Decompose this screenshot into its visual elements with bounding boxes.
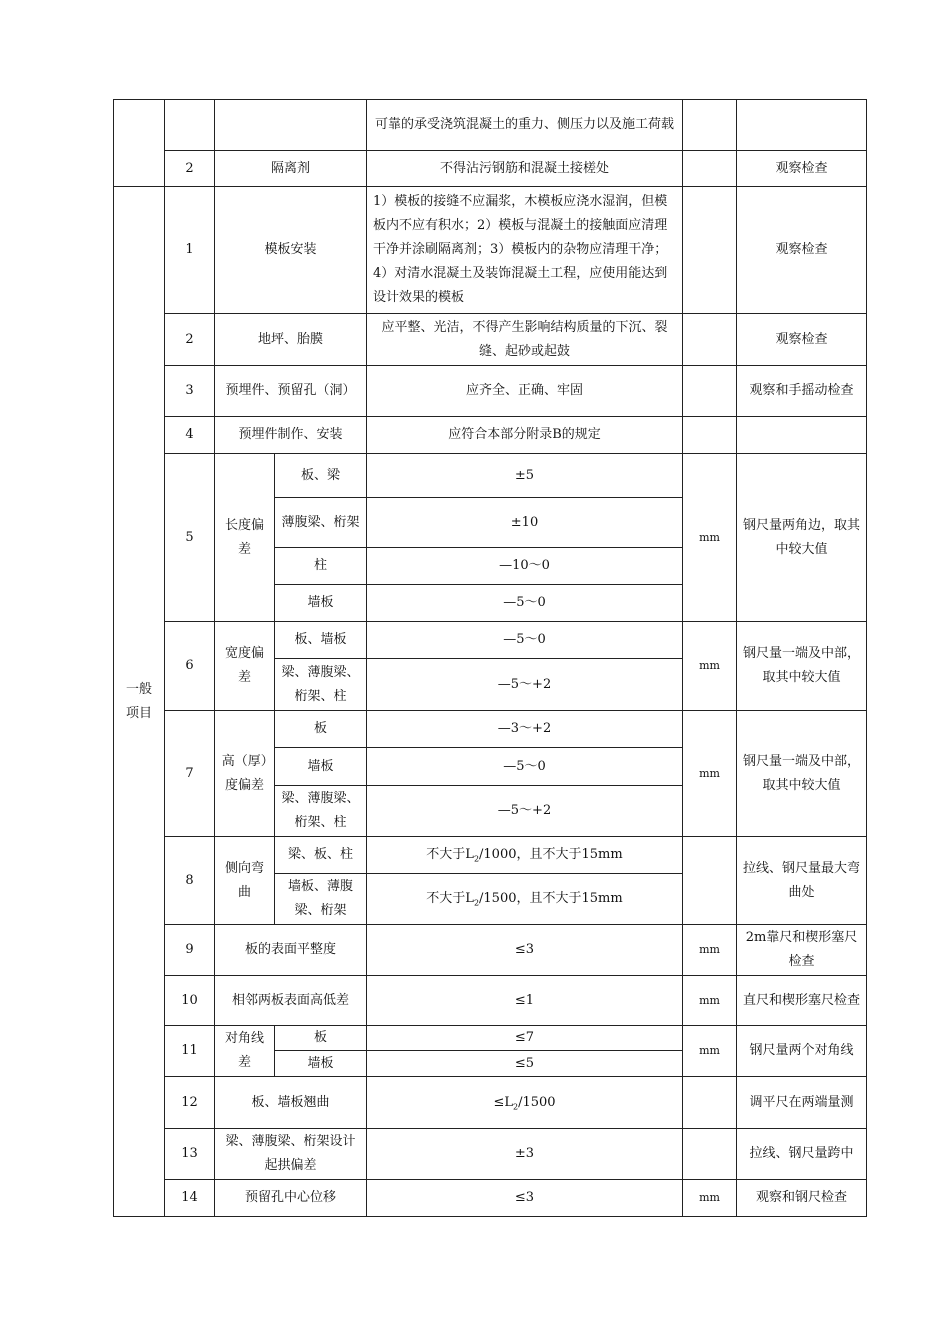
row-number: 13	[165, 1129, 215, 1180]
row-number: 8	[165, 837, 215, 925]
table-row	[114, 976, 867, 1026]
method-cell: 拉线、钢尺量跨中	[737, 1129, 867, 1180]
sub-item-cell: 薄腹梁、桁架	[275, 498, 367, 548]
item-cell: 宽度偏差	[215, 622, 275, 711]
table-row	[114, 1026, 867, 1051]
value-cell: ≤3	[367, 925, 683, 976]
row-number: 10	[165, 976, 215, 1026]
item-cell: 地坪、胎膜	[215, 314, 367, 366]
row-number: 2	[165, 151, 215, 187]
method-cell: 钢尺量两个对角线	[737, 1026, 867, 1077]
value-cell: ≤3	[367, 1180, 683, 1217]
row-number: 2	[165, 314, 215, 366]
value-cell: —5～0	[367, 585, 683, 622]
method-cell: 钢尺量一端及中部，取其中较大值	[737, 711, 867, 837]
method-cell: 观察检查	[737, 187, 867, 314]
table-row	[114, 1077, 867, 1129]
row-number: 12	[165, 1077, 215, 1129]
requirement-cell: 应符合本部分附录B的规定	[367, 417, 683, 454]
value-cell: —10～0	[367, 548, 683, 585]
item-cell: 对角线差	[215, 1026, 275, 1077]
unit-cell: mm	[683, 1180, 737, 1217]
table-row	[114, 100, 867, 151]
unit-cell: mm	[683, 1026, 737, 1077]
requirement-cell: 1）模板的接缝不应漏浆，木模板应浇水湿润，但模板内不应有积水；2）模板与混凝土的接触面应清理干净并涂刷隔离剂；3）模板内的杂物应清理干净；4）对清水混凝土及装饰混凝土工程，应使用能达到设计效果的模板	[367, 187, 683, 314]
sub-item-cell: 板	[275, 1026, 367, 1051]
value-cell: —5～0	[367, 622, 683, 659]
value-cell: ±10	[367, 498, 683, 548]
unit-cell	[683, 1129, 737, 1180]
value-cell: $\le L_2/1500$	[367, 1077, 683, 1129]
sub-item-cell: 梁、薄腹梁、桁架、柱	[275, 786, 367, 837]
method-cell: 观察和钢尺检查	[737, 1180, 867, 1217]
item-cell: 长度偏差	[215, 454, 275, 622]
value-cell: ±5	[367, 454, 683, 498]
item-cell: 模板安装	[215, 187, 367, 314]
method-cell: 直尺和楔形塞尺检查	[737, 976, 867, 1026]
table-row	[114, 454, 867, 498]
row-number: 5	[165, 454, 215, 622]
table-row	[114, 711, 867, 748]
item-cell: 板、墙板翘曲	[215, 1077, 367, 1129]
value-cell: —3～+2	[367, 711, 683, 748]
table-row	[114, 837, 867, 874]
row-number: 6	[165, 622, 215, 711]
row-number: 11	[165, 1026, 215, 1077]
table-row	[114, 622, 867, 659]
unit-cell: mm	[683, 622, 737, 711]
method-cell: 观察和手摇动检查	[737, 366, 867, 417]
sub-item-cell: 梁、薄腹梁、桁架、柱	[275, 659, 367, 711]
sub-item-cell: 墙板	[275, 585, 367, 622]
item-cell: 预留孔中心位移	[215, 1180, 367, 1217]
sub-item-cell: 梁、板、柱	[275, 837, 367, 874]
inspection-table	[113, 99, 867, 1217]
table-row	[114, 187, 867, 314]
item-cell: 隔离剂	[215, 151, 367, 187]
category-label: 一般项目	[114, 187, 165, 1217]
value-cell: —5～+2	[367, 659, 683, 711]
requirement-cell: 应平整、光洁，不得产生影响结构质量的下沉、裂缝、起砂或起鼓	[367, 314, 683, 366]
table-row	[114, 417, 867, 454]
value-cell: ≤5	[367, 1051, 683, 1077]
method-cell: 调平尺在两端量测	[737, 1077, 867, 1129]
method-cell: 钢尺量一端及中部，取其中较大值	[737, 622, 867, 711]
value-cell: 不大于$L_2/1000$，且不大于15mm	[367, 837, 683, 874]
requirement-cell: 应齐全、正确、牢固	[367, 366, 683, 417]
table-row	[114, 314, 867, 366]
unit-cell: mm	[683, 454, 737, 622]
item-cell: 梁、薄腹梁、桁架设计起拱偏差	[215, 1129, 367, 1180]
unit-cell	[683, 1077, 737, 1129]
item-cell: 预埋件、预留孔（洞）	[215, 366, 367, 417]
row-number: 9	[165, 925, 215, 976]
item-cell: 高（厚）度偏差	[215, 711, 275, 837]
item-cell: 相邻两板表面高低差	[215, 976, 367, 1026]
method-cell: 钢尺量两角边，取其中较大值	[737, 454, 867, 622]
row-number: 4	[165, 417, 215, 454]
item-cell: 侧向弯曲	[215, 837, 275, 925]
value-cell: 不大于$L_2/1500$，且不大于15mm	[367, 874, 683, 925]
method-cell	[737, 417, 867, 454]
unit-cell: mm	[683, 925, 737, 976]
row-number: 3	[165, 366, 215, 417]
sub-item-cell: 板、梁	[275, 454, 367, 498]
value-cell: ≤7	[367, 1026, 683, 1051]
method-cell: 2m靠尺和楔形塞尺检查	[737, 925, 867, 976]
item-cell: 预埋件制作、安装	[215, 417, 367, 454]
unit-cell: mm	[683, 711, 737, 837]
value-cell: —5～+2	[367, 786, 683, 837]
value-cell: —5～0	[367, 748, 683, 786]
table-row	[114, 1129, 867, 1180]
table-row	[114, 1180, 867, 1217]
unit-cell: mm	[683, 976, 737, 1026]
table-row	[114, 925, 867, 976]
unit-cell	[683, 837, 737, 925]
sub-item-cell: 柱	[275, 548, 367, 585]
item-cell: 板的表面平整度	[215, 925, 367, 976]
table-row	[114, 151, 867, 187]
method-cell: 拉线、钢尺量最大弯曲处	[737, 837, 867, 925]
row-number: 1	[165, 187, 215, 314]
sub-item-cell: 板	[275, 711, 367, 748]
value-cell: ≤1	[367, 976, 683, 1026]
sub-item-cell: 墙板、薄腹梁、桁架	[275, 874, 367, 925]
sub-item-cell: 墙板	[275, 748, 367, 786]
sub-item-cell: 板、墙板	[275, 622, 367, 659]
method-cell: 观察检查	[737, 151, 867, 187]
method-cell: 观察检查	[737, 314, 867, 366]
category-cell	[114, 100, 165, 187]
row-number: 14	[165, 1180, 215, 1217]
value-cell: ±3	[367, 1129, 683, 1180]
requirement-cell: 可靠的承受浇筑混凝土的重力、侧压力以及施工荷载	[367, 100, 683, 151]
requirement-cell: 不得沾污钢筋和混凝土接槎处	[367, 151, 683, 187]
row-number: 7	[165, 711, 215, 837]
sub-item-cell: 墙板	[275, 1051, 367, 1077]
table-row	[114, 366, 867, 417]
